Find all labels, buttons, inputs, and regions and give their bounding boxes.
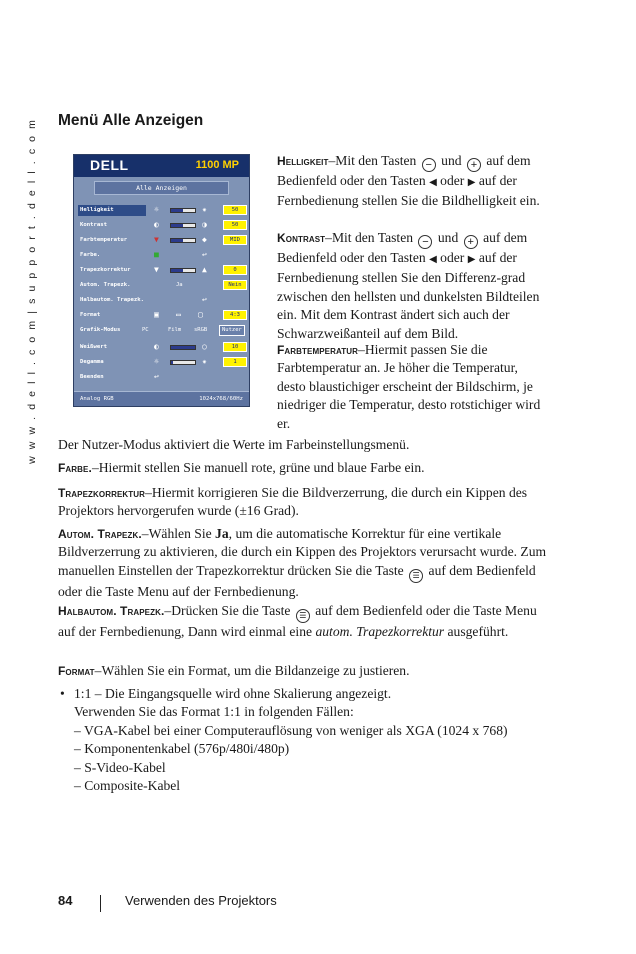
osd-row-colortemp [78, 235, 247, 246]
menu-button-icon: ☰ [296, 609, 310, 623]
osd-option-film: Film [168, 327, 182, 333]
text: und [441, 153, 462, 168]
para-trapezkorrektur: Trapezkorrektur–Hiermit korrigieren Sie die Bildverzerrung, die durch ein Kippen des Projektors hervorgerufen wurde (±16 Grad). [58, 485, 528, 519]
term-autom-trapezk: Autom. Trapezk. [58, 527, 142, 541]
text: ausgeführt. [447, 624, 509, 639]
osd-row-color [78, 250, 247, 261]
term-helligkeit: Helligkeit [277, 154, 329, 168]
osd-slider [170, 223, 196, 228]
text: – Composite-Kabel [74, 778, 181, 794]
format-bullet-list [58, 685, 552, 795]
text: Verwenden Sie das Format 1:1 in folgenden Fällen: [74, 704, 354, 720]
minus-button-icon: − [418, 235, 432, 249]
format-169-icon: ▭ [176, 310, 181, 319]
sun-small-icon: ☼ [154, 205, 159, 214]
term-format: Format [58, 664, 95, 678]
term-trapezkorrektur: Trapezkorrektur [58, 486, 146, 500]
text: auf dem Bedienfeld oder die Taste Menu auf der Fernbedienung, Dann wird einmal eine [58, 603, 537, 639]
thermometer-cool-icon: ◆ [202, 235, 207, 244]
keystone-up-icon: ▲ [202, 265, 207, 274]
right-arrow-icon: ▶ [467, 177, 476, 188]
osd-header [74, 155, 249, 177]
list-item [58, 740, 552, 758]
text: auf der Fernbedienung stellen Sie die Bildhelligkeit ein. [277, 173, 540, 209]
list-item [58, 777, 552, 795]
osd-row-label: Beenden [80, 374, 104, 380]
plus-button-icon: + [467, 158, 481, 172]
para-helligkeit: Helligkeit–Mit den Tasten − und + auf dem Bedienfeld oder den Tasten ◀ oder ▶ auf der Fernbedienung stellen Sie die Bildhelligkeit ein. [277, 153, 540, 209]
bullet-icon: • [60, 686, 65, 701]
osd-slider [170, 360, 196, 365]
osd-row-brightness [78, 205, 247, 216]
dell-logo: DELL [90, 157, 129, 173]
text: – S-Video-Kabel [74, 759, 166, 775]
section-title: Menü Alle Anzeigen [58, 112, 204, 129]
osd-row-label: Degamma [80, 359, 104, 365]
osd-slider [170, 268, 196, 273]
osd-row-auto-keystone [78, 280, 247, 291]
minus-button-icon: − [422, 158, 436, 172]
osd-row-degamma [78, 357, 247, 368]
text: auf dem Bedienfeld oder die Taste Menu auf der Fernbedienung. [58, 562, 536, 599]
keystone-down-icon: ▼ [154, 265, 159, 274]
osd-row-format [78, 310, 247, 321]
osd-value: MID [223, 235, 247, 245]
osd-source: Analog RGB [80, 396, 114, 402]
enter-icon: ↩ [202, 295, 207, 304]
text: Hiermit korrigieren Sie die Bildverzerrung, die durch ein Kippen des Projektors hervorgerufen wurde (±16 Grad). [58, 485, 528, 519]
para-nutzer-modus: Der Nutzer-Modus aktiviert die Werte im Farbeinstellungsmenü. [58, 437, 410, 452]
text: – VGA-Kabel bei einer Computerauflösung von weniger als XGA (1024 x 768) [74, 722, 508, 738]
osd-row-label: Autom. Trapezk. [80, 282, 131, 288]
osd-resolution: 1024x768/60Hz [199, 396, 243, 402]
text: Wählen Sie ein Format, um die Bildanzeige zu justieren. [101, 663, 410, 678]
right-arrow-icon: ▶ [467, 254, 476, 265]
plus-button-icon: + [464, 235, 478, 249]
osd-row-label: Weißwert [80, 344, 107, 350]
text: und [437, 230, 459, 245]
text: Mit den Tasten [331, 230, 414, 245]
footer-divider [100, 895, 101, 912]
left-arrow-icon: ◀ [429, 254, 437, 265]
osd-option-ja: Ja [176, 282, 183, 288]
list-item [58, 703, 552, 721]
menu-button-icon: ☰ [409, 569, 423, 583]
text: auf der Fernbedienung stellen Sie den Differenz-grad zwischen den hellsten und dunkelsten Bildteilen ein. Mit dem Kontrast ändert sich auch der Schwarzweißanteil auf dem Bild. [277, 250, 540, 341]
osd-value: 0 [223, 265, 247, 275]
osd-row-label: Trapezkorrektur [80, 267, 131, 273]
footer-section-title: Verwenden des Projektors [125, 893, 277, 908]
side-url: w w w . d e l l . c o m | s u p p o r t . d e l l . c o m [26, 118, 38, 464]
page-number: 84 [58, 893, 73, 908]
text: Drücken Sie die Taste [171, 603, 291, 618]
osd-row-label: Halbautom. Trapezk. [80, 297, 144, 303]
left-arrow-icon: ◀ [429, 177, 437, 188]
para-farbe: Farbe.–Hiermit stellen Sie manuell rote, grüne und blaue Farbe ein. [58, 460, 425, 475]
text: – Komponentenkabel (576p/480i/480p) [74, 741, 290, 757]
para-format: Format–Wählen Sie ein Format, um die Bildanzeige zu justieren. [58, 663, 410, 678]
osd-row-exit [78, 372, 247, 383]
white-high-icon: ○ [202, 342, 207, 351]
thermometer-warm-icon: ▼ [154, 235, 159, 244]
osd-row-label: Grafik-Modus [80, 327, 121, 333]
osd-row-label: Farbe. [80, 252, 101, 258]
text: Hiermit passen Sie die Farbtemperatur an. Je höher die Temperatur, desto blaustichiger erscheint der Bildschirm, je niedriger die Temperatur, desto rotstichiger wird er. [277, 342, 541, 431]
text: auf dem Bedienfeld oder den Tasten [277, 230, 528, 265]
ja-keyword: Ja [215, 526, 229, 541]
list-item [58, 759, 552, 777]
osd-row-white-intensity [78, 342, 247, 353]
osd-row-label: Kontrast [80, 222, 107, 228]
osd-footer [74, 391, 249, 406]
text: Mit den Tasten [335, 153, 417, 168]
text: Wählen Sie [148, 526, 212, 541]
osd-slider [170, 238, 196, 243]
enter-icon: ↩ [202, 250, 207, 259]
term-kontrast: Kontrast [277, 231, 326, 245]
osd-slider [170, 208, 196, 213]
osd-value: 1 [223, 357, 247, 367]
osd-option-srgb: sRGB [194, 327, 208, 333]
text: oder [440, 173, 465, 188]
term-halbautom-trapezk: Halbautom. Trapezk. [58, 604, 165, 618]
osd-row-label: Farbtemperatur [80, 237, 128, 243]
osd-value: 4:3 [223, 310, 247, 320]
list-item [58, 685, 552, 703]
text: Hiermit stellen Sie manuell rote, grüne und blaue Farbe ein. [98, 460, 425, 475]
rgb-icon: ■ [154, 250, 159, 259]
osd-row-contrast [78, 220, 247, 231]
format-native-icon: ▢ [198, 310, 203, 319]
osd-value: Nein [223, 280, 247, 290]
emphasis: autom. Trapezkorrektur [315, 624, 445, 639]
contrast-high-icon: ◑ [202, 220, 207, 229]
degamma-high-icon: ✷ [202, 357, 207, 366]
list-item [58, 722, 552, 740]
osd-option-pc: PC [142, 327, 149, 333]
text: , um die automatische Korrektur für eine vertikale Bildverzerrung zu aktivieren, die durch ein Kippen des Projektors verursacht wurde. Zum manuellen Einstellen der Trapezkorrektur drücken Sie die Taste [58, 526, 547, 578]
osd-value: 50 [223, 220, 247, 230]
para-kontrast: Kontrast–Mit den Tasten − und + auf dem Bedienfeld oder den Tasten ◀ oder ▶ auf der Fernbedienung stellen Sie den Differenz-grad zwischen den hellsten und dunkelsten Bildteilen ein. Mit dem Kontrast ändert sich auch der Schwarzweißanteil auf dem Bild. [277, 230, 540, 341]
degamma-low-icon: ☼ [154, 357, 159, 366]
term-farbe: Farbe. [58, 461, 92, 475]
osd-row-keystone [78, 265, 247, 276]
osd-value: 50 [223, 205, 247, 215]
osd-title: Alle Anzeigen [94, 181, 229, 195]
sun-large-icon: ✷ [202, 205, 207, 214]
para-farbtemperatur: Farbtemperatur–Hiermit passen Sie die Farbtemperatur an. Je höher die Temperatur, desto blaustichiger erscheint der Bildschirm, je niedriger die Temperatur, desto rotstichiger wird er. [277, 342, 541, 431]
text: 1:1 – Die Eingangsquelle wird ohne Skalierung angezeigt. [74, 686, 392, 701]
text: oder [440, 250, 465, 265]
osd-slider [170, 345, 196, 350]
exit-icon: ↩ [154, 372, 159, 381]
osd-row-semi-keystone [78, 295, 247, 306]
osd-row-picture-mode [78, 325, 247, 336]
format-43-icon: ▣ [154, 310, 159, 319]
para-halbautom-trapezk: Halbautom. Trapezk.–Drücken Sie die Taste ☰ auf dem Bedienfeld oder die Taste Menu auf der Fernbedienung, Dann wird einmal eine autom. Trapezkorrektur ausgeführt. [58, 603, 537, 639]
osd-option-nutzer: Nutzer [219, 325, 245, 336]
text: auf dem Bedienfeld oder den Tasten [277, 153, 531, 188]
term-farbtemperatur: Farbtemperatur [277, 343, 359, 357]
osd-value: 10 [223, 342, 247, 352]
white-low-icon: ◐ [154, 342, 159, 351]
osd-menu-image [73, 154, 250, 407]
para-autom-trapezk: Autom. Trapezk.–Wählen Sie Ja, um die automatische Korrektur für eine vertikale Bildverzerrung zu aktivieren, die durch ein Kippen des Projektors verursacht wurde. Zum manuellen Einstellen der Trapezkorrektur drücken Sie die Taste ☰ auf dem Bedienfeld oder die Taste Menu auf der Fernbedienung. [58, 526, 547, 599]
osd-model: 1100 MP [195, 159, 239, 171]
osd-row-label: Format [80, 312, 101, 318]
contrast-low-icon: ◐ [154, 220, 159, 229]
osd-row-label: Helligkeit [78, 205, 146, 216]
